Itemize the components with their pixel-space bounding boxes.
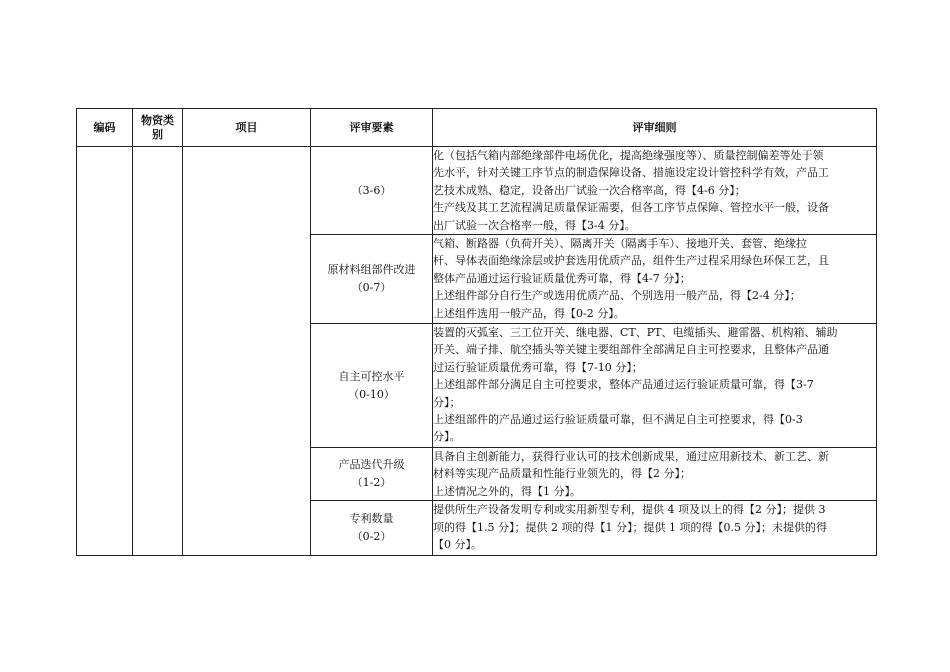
review-criteria-table <box>76 108 877 556</box>
detail-line: 具备自主创新能力，获得行业认可的技术创新成果，通过应用新技术、新工艺、新 <box>433 450 829 464</box>
detail-cell <box>433 501 877 556</box>
detail-line: 整体产品通过运行验证质量优秀可靠，得【4-7 分】； <box>433 271 691 285</box>
detail-cell <box>433 147 877 235</box>
detail-cell <box>433 448 877 501</box>
header-criteria: 评审要素 <box>311 109 433 147</box>
detail-line: 项的得【1.5 分】；提供 2 项的得【1 分】；提供 1 项的得【0.5 分】；未提供的得 <box>433 520 827 534</box>
detail-line: 【0 分】。 <box>433 538 482 552</box>
category-cell <box>133 147 183 556</box>
detail-line: 装置的灭弧室、三工位开关、继电器、CT、PT、电缆插头、避雷器、机构箱、辅助 <box>433 326 838 340</box>
detail-line: 上述组部件部分满足自主可控要求，整体产品通过运行验证质量可靠，得【3-7 <box>433 378 814 392</box>
detail-line: 出厂试验一次合格率一般，得【3-4 分】。 <box>433 218 636 232</box>
code-cell <box>77 147 133 556</box>
criterion-cell <box>311 147 433 235</box>
detail-line: 提供所生产设备发明专利或实用新型专利，提供 4 项及以上的得【2 分】；提供 3 <box>433 503 826 517</box>
criterion-cell <box>311 501 433 556</box>
detail-line: 上述组部件的产品通过运行验证质量可靠，但不满足自主可控要求，得【0-3 <box>433 413 803 427</box>
detail-line: 生产线及其工艺流程满足质量保证需要，但各工序节点保障、管控水平一般，设备 <box>433 201 829 215</box>
header-category <box>133 109 183 147</box>
table-row <box>77 147 877 235</box>
detail-line: 杆、导体表面绝缘涂层或护套选用优质产品，组件生产过程采用绿色环保工艺，且 <box>433 254 829 268</box>
header-details: 评审细则 <box>433 109 877 147</box>
criterion-range: （0-2） <box>351 530 392 544</box>
detail-cell <box>433 235 877 324</box>
header-code: 编码 <box>77 109 133 147</box>
header-category-line1: 物资类 <box>141 113 174 127</box>
criterion-cell <box>311 235 433 324</box>
criterion-cell <box>311 324 433 448</box>
criterion-range: （1-2） <box>351 476 392 490</box>
criterion-cell <box>311 448 433 501</box>
criterion-name: 自主可控水平 <box>338 369 405 383</box>
detail-line: 分】； <box>433 395 461 409</box>
criterion-range: （3-6） <box>351 183 392 197</box>
header-item: 项目 <box>183 109 311 147</box>
criterion-name: 产品迭代升级 <box>338 458 405 472</box>
header-category-line2: 别 <box>152 127 163 141</box>
criterion-range: （0-10） <box>348 387 395 401</box>
detail-line: 上述情况之外的，得【1 分】。 <box>433 484 581 498</box>
detail-line: 上述组件部分自行生产或选用优质产品、个别选用一般产品，得【2-4 分】； <box>433 289 801 303</box>
detail-line: 材料等实现产品质量和性能行业领先的，得【2 分】； <box>433 467 691 481</box>
detail-cell <box>433 324 877 448</box>
detail-line: 分】。 <box>433 430 461 444</box>
detail-line: 化（包括气箱内部绝缘部件电场优化，提高绝缘强度等）、质量控制偏差等处于领 <box>433 149 824 162</box>
detail-line: 先水平，针对关键工序节点的制造保障设备、措施设定设计管控科学有效，产品工 <box>433 166 829 180</box>
header-row <box>77 109 877 147</box>
criterion-range: （0-7） <box>351 281 392 295</box>
detail-line: 开关、端子排、航空插头等关键主要组部件全部满足自主可控要求，且整体产品通 <box>433 343 829 357</box>
criterion-name: 专利数量 <box>349 512 394 526</box>
item-cell <box>183 147 311 556</box>
detail-line: 上述组件选用一般产品，得【0-2 分】。 <box>433 306 625 320</box>
detail-line: 气箱、断路器（负荷开关）、隔离开关（隔离手车）、接地开关、套管、绝缘拉 <box>433 237 807 251</box>
criterion-name: 原材料组部件改进 <box>327 263 416 277</box>
detail-line: 艺技术成熟、稳定，设备出厂试验一次合格率高，得【4-6 分】； <box>433 183 746 197</box>
detail-line: 过运行验证质量优秀可靠，得【7-10 分】； <box>433 360 643 374</box>
